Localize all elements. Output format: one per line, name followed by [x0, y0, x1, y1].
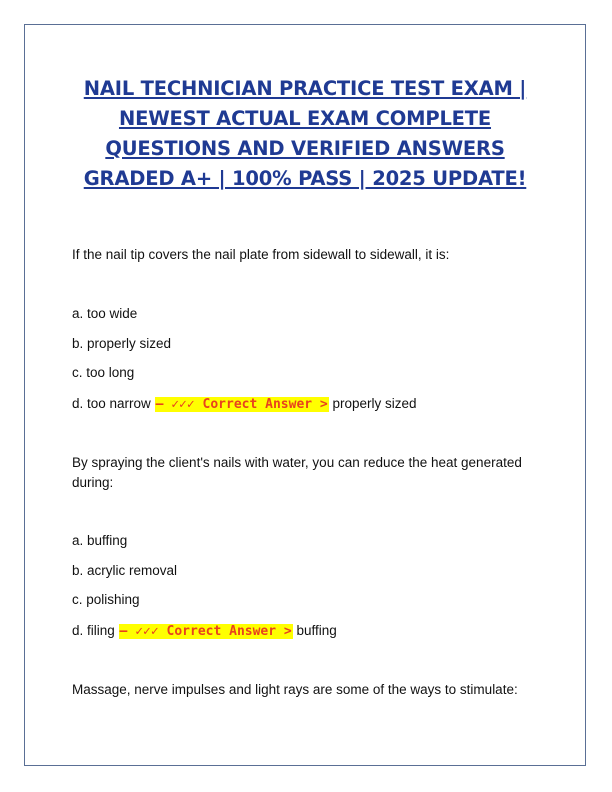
question-2-option-d: d. filing: [72, 623, 115, 638]
question-3-text: Massage, nerve impulses and light rays are some of the ways to stimulate:: [72, 682, 518, 697]
question-1-answer: properly sized: [332, 396, 417, 411]
document-title: NAIL TECHNICIAN PRACTICE TEST EXAM | NEWEST ACTUAL EXAM COMPLETE QUESTIONS AND VERIFIED ANSWERS GRADED A+ | 100% PASS | 2025 UPDATE!: [83, 77, 527, 190]
question-2-option-b: b. acrylic removal: [72, 563, 178, 578]
question-2-option-d-row: [72, 622, 337, 641]
question-1-option-b: b. properly sized: [72, 336, 172, 351]
correct-answer-marker: – ✓✓✓ Correct Answer >: [155, 397, 328, 412]
question-2-answer: buffing: [296, 623, 337, 638]
question-2-option-a: a. buffing: [72, 533, 128, 548]
question-2-text: By spraying the client's nails with water, you can reduce the heat generated during:: [72, 455, 522, 490]
question-1-option-c: c. too long: [72, 365, 135, 380]
question-1-option-d-row: [72, 395, 417, 414]
question-1-option-d: d. too narrow: [72, 396, 151, 411]
correct-answer-marker: – ✓✓✓ Correct Answer >: [119, 624, 292, 639]
question-1-text: If the nail tip covers the nail plate from sidewall to sidewall, it is:: [72, 247, 450, 262]
question-2-option-c: c. polishing: [72, 592, 140, 607]
question-1-option-a: a. too wide: [72, 306, 138, 321]
